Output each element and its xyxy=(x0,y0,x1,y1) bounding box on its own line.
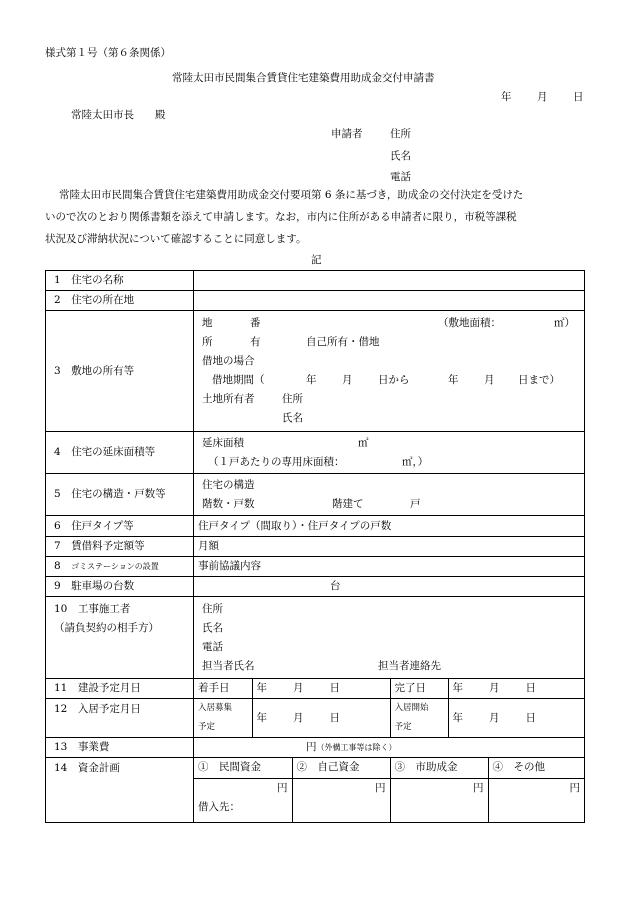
landowner-label: 土地所有者 xyxy=(202,393,255,405)
per-unit-area-label: （１戸あたりの専用床面積： xyxy=(208,455,345,468)
lease-start-year: 年 xyxy=(306,374,317,386)
row-number: 7 xyxy=(54,540,61,552)
recruitment-date-field[interactable] xyxy=(252,699,390,737)
garbage-station-field[interactable] xyxy=(194,557,585,577)
cost-yen: 円 xyxy=(306,741,317,753)
row-label: ゴミステーションの設置 xyxy=(71,562,159,571)
cost-note: （外構工事等は除く） xyxy=(316,743,397,752)
row-label: 工事施工者 xyxy=(77,603,131,615)
row-number: 4 xyxy=(54,446,61,458)
funding-col-private: ① 民間資金 xyxy=(194,758,292,778)
chiban-label-1: 地 xyxy=(202,317,213,329)
own-funds-field[interactable] xyxy=(292,778,390,822)
start-month: 月 xyxy=(293,682,304,694)
floors-unit: 階建て xyxy=(332,497,364,510)
floor-area-unit: ㎡ xyxy=(358,436,369,449)
applicant-address-label: 住所 xyxy=(390,128,411,140)
structure-field[interactable] xyxy=(194,474,585,516)
end-year: 年 xyxy=(452,682,463,694)
structure-label: 住宅の構造 xyxy=(202,478,255,491)
row-number: 11 xyxy=(54,682,68,694)
ki-heading: 記 xyxy=(311,254,322,266)
intro-line-3: 状況及び滞納状況について確認することに同意します。 xyxy=(45,233,307,245)
row-funding-plan xyxy=(46,758,585,823)
row-label: 資金計画 xyxy=(77,762,120,774)
row-move-in-dates xyxy=(46,699,585,738)
ownership-label-1: 所 xyxy=(202,336,213,348)
row-number: 5 xyxy=(54,488,61,500)
row-label: 住宅の所在地 xyxy=(71,294,135,306)
row-project-cost xyxy=(46,738,585,758)
landowner-address-label: 住所 xyxy=(282,393,303,405)
applicant-phone-label: 電話 xyxy=(390,171,411,183)
applicant-name-label: 氏名 xyxy=(390,150,411,162)
application-table xyxy=(45,270,585,823)
unit-type-label: 住戸タイプ（間取り）・住戸タイプの戸数 xyxy=(198,519,392,532)
row-label: 入居予定月日 xyxy=(77,703,141,715)
row-label: 賃借料予定額等 xyxy=(71,540,145,552)
end-day: 日 xyxy=(525,682,536,694)
end-month: 月 xyxy=(489,682,500,694)
row-house-name xyxy=(46,271,585,291)
recruit-month: 月 xyxy=(293,711,304,724)
recruitment-label-1: 入居募集 xyxy=(198,703,233,713)
recruitment-label-2: 予定 xyxy=(198,722,216,732)
form-number: 様式第１号（第６条関係） xyxy=(45,47,171,59)
row-parking xyxy=(46,577,585,597)
row-unit-type xyxy=(46,516,585,537)
row-number: 3 xyxy=(54,364,61,377)
end-date-field[interactable] xyxy=(448,679,584,698)
floor-area-field[interactable] xyxy=(194,432,585,474)
other-funds-field[interactable] xyxy=(488,778,584,822)
row-label: 住宅の延床面積等 xyxy=(71,446,156,458)
own-yen: 円 xyxy=(375,781,386,794)
per-unit-area-unit: ㎡，） xyxy=(402,455,429,468)
date-month: 月 xyxy=(537,91,548,103)
row-number: 10 xyxy=(54,603,68,615)
row-construction-dates xyxy=(46,679,585,699)
parking-unit: 台 xyxy=(330,580,341,592)
row-label: 住宅の構造・戸数等 xyxy=(71,488,166,500)
private-funds-field[interactable] xyxy=(194,778,292,822)
chiban-label-2: 番 xyxy=(250,317,261,329)
row-label: 駐車場の台数 xyxy=(71,580,135,592)
intro-paragraph xyxy=(45,184,585,250)
intro-line-2: いので次のとおり関係書類を添えて申請します。なお，市内に住所がある申請者に限り，市税等課税 xyxy=(45,211,517,223)
row-label: 住宅の名称 xyxy=(71,274,124,286)
private-yen: 円 xyxy=(277,781,288,794)
row-label: 建設予定月日 xyxy=(77,682,141,694)
move-in-date-field[interactable] xyxy=(448,699,584,737)
row-site-ownership xyxy=(46,311,585,432)
contractor-address-label: 住所 xyxy=(202,602,223,615)
date-year: 年 xyxy=(501,91,512,103)
site-ownership-field[interactable] xyxy=(194,311,585,432)
recruit-year: 年 xyxy=(256,711,267,724)
units-unit: 戸 xyxy=(410,497,421,510)
row-number: 13 xyxy=(54,741,68,753)
unit-type-field[interactable] xyxy=(194,516,585,537)
row-label: 住戸タイプ等 xyxy=(71,519,134,532)
funding-col-own: ② 自己資金 xyxy=(292,758,390,778)
recruitment-label xyxy=(194,699,252,737)
contractor-field[interactable] xyxy=(194,597,585,679)
move-in-label-2: 予定 xyxy=(394,722,412,732)
row-label: 事業費 xyxy=(77,741,110,753)
ownership-label-2: 有 xyxy=(250,336,261,348)
lease-end-year: 年 xyxy=(448,374,459,386)
move-day: 日 xyxy=(525,711,536,724)
house-location-field[interactable] xyxy=(194,291,585,311)
applicant-label: 申請者 xyxy=(331,128,363,140)
site-area-unit: ㎡） xyxy=(554,317,575,329)
lease-case-label: 借地の場合 xyxy=(202,355,255,367)
move-in-label xyxy=(390,699,448,737)
start-date-field[interactable] xyxy=(252,679,390,698)
row-rent xyxy=(46,537,585,557)
funding-col-other: ④ その他 xyxy=(488,758,584,778)
move-year: 年 xyxy=(452,711,463,724)
contractor-phone-label: 電話 xyxy=(202,640,223,653)
intro-line-1: 常陸太田市民間集合賃貸住宅建築費用助成金交付要項第 6 条に基づき，助成金の交付決定を受けた xyxy=(59,189,524,201)
start-year: 年 xyxy=(256,682,267,694)
lease-start-day: 日から xyxy=(378,374,410,386)
row-label-sub: （請負契約の相手方） xyxy=(54,622,159,634)
start-day: 日 xyxy=(329,682,340,694)
row-floor-area xyxy=(46,432,585,474)
subsidy-yen: 円 xyxy=(473,781,484,794)
house-name-field[interactable] xyxy=(194,271,585,291)
row-number: 14 xyxy=(54,762,68,774)
other-yen: 円 xyxy=(569,781,580,794)
date-day: 日 xyxy=(573,91,584,103)
contact-name-label: 担当者氏名 xyxy=(202,659,255,672)
form-title: 常陸太田市民間集合賃貸住宅建築費用助成金交付申請書 xyxy=(172,72,435,84)
monthly-label: 月額 xyxy=(198,540,219,552)
consultation-label: 事前協議内容 xyxy=(198,560,261,572)
move-in-label-1: 入居開始 xyxy=(394,703,429,713)
rent-field[interactable] xyxy=(194,537,585,557)
addressee: 常陸太田市長 殿 xyxy=(71,109,166,121)
start-date-label: 着手日 xyxy=(198,682,230,694)
row-contractor xyxy=(46,597,585,679)
parking-field[interactable] xyxy=(194,577,585,597)
site-area-note: （敷地面積： xyxy=(438,317,501,329)
row-label: 敷地の所有等 xyxy=(71,364,135,377)
landowner-name-label: 氏名 xyxy=(282,412,303,424)
recruit-day: 日 xyxy=(329,711,340,724)
end-date-label: 完了日 xyxy=(390,679,448,698)
move-month: 月 xyxy=(489,711,500,724)
contact-tel-label: 担当者連絡先 xyxy=(378,659,441,672)
row-number: 6 xyxy=(54,519,61,532)
floor-area-label: 延床面積 xyxy=(202,436,244,449)
row-number: 2 xyxy=(54,294,61,306)
funding-col-subsidy: ③ 市助成金 xyxy=(390,758,488,778)
ownership-options[interactable]: 自己所有・借地 xyxy=(306,336,380,348)
lease-start-month: 月 xyxy=(342,374,353,386)
row-number: 1 xyxy=(54,274,61,286)
lender-label: 借入先： xyxy=(198,800,240,813)
lease-period-label: 借地期間（ xyxy=(212,374,265,386)
project-cost-field[interactable] xyxy=(194,738,585,758)
contractor-name-label: 氏名 xyxy=(202,621,223,634)
row-structure xyxy=(46,474,585,516)
row-number: 9 xyxy=(54,580,61,592)
lease-end-day: 日まで） xyxy=(518,374,560,386)
row-house-location xyxy=(46,291,585,311)
lease-end-month: 月 xyxy=(484,374,495,386)
floors-units-label: 階数・戸数 xyxy=(202,497,255,510)
subsidy-field[interactable] xyxy=(390,778,488,822)
row-number: 8 xyxy=(54,560,61,572)
row-garbage-station xyxy=(46,557,585,577)
row-number: 12 xyxy=(54,703,68,715)
